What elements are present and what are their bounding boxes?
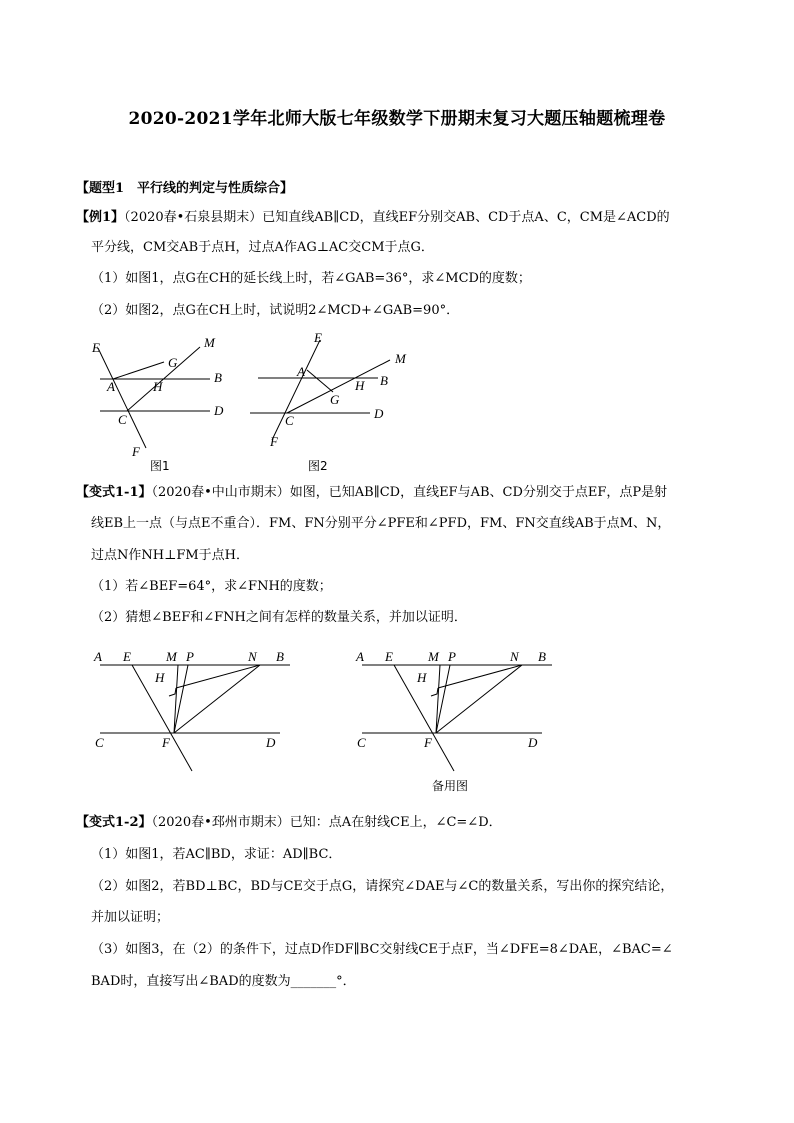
label-c: C <box>357 735 366 750</box>
variant1-2-q3-cont: BAD时，直接写出∠BAD的度数为_______°． <box>91 974 356 989</box>
label-g: G <box>168 355 178 370</box>
label-g: G <box>330 392 340 407</box>
label-h: H <box>417 670 427 685</box>
variant1-2-text-1: （2020春•邳州市期末）已知：点A在射线CE上，∠C=∠D． <box>151 815 502 830</box>
example1-tag: 【例1】 <box>76 210 125 225</box>
variant1-1-line-1 <box>76 484 667 502</box>
label-p: P <box>186 649 194 664</box>
figure-caption: 图2 <box>308 459 328 473</box>
variant1-2-q2: （2）如图2，若BD⊥BC，BD与CE交于点G，请探究∠DAE与∠C的数量关系，写出你的探究结论， <box>91 879 674 894</box>
label-d: D <box>266 735 276 750</box>
line-ef <box>98 348 146 448</box>
label-d: D <box>374 406 384 421</box>
line-fn <box>174 665 260 733</box>
example1-q1: （1）如图1，点G在CH的延长线上时，若∠GAB=36°，求∠MCD的度数； <box>91 271 531 286</box>
label-f: F <box>132 444 140 459</box>
label-e: E <box>123 649 131 664</box>
line-ef <box>272 340 320 440</box>
label-f: F <box>424 735 432 750</box>
label-n: N <box>510 649 519 664</box>
example1-figure-2 <box>250 330 420 484</box>
label-a: A <box>107 379 115 394</box>
label-h: H <box>153 379 163 394</box>
section-heading: 【题型1 平行线的判定与性质综合】 <box>76 181 294 196</box>
line-nh <box>176 665 260 688</box>
label-b: B <box>380 373 388 388</box>
label-a: A <box>297 364 305 379</box>
variant1-1-q1: （1）若∠BEF=64°，求∠FNH的度数； <box>91 579 332 594</box>
label-h: H <box>355 378 365 393</box>
variant1-1-spare-figure <box>352 645 562 799</box>
variant1-1-figure <box>90 645 300 779</box>
label-m: M <box>395 351 406 366</box>
variant1-2-q1: （1）如图1，若AC∥BD，求证：AD∥BC． <box>91 847 342 862</box>
line-nh <box>438 665 522 688</box>
line-ag <box>113 362 164 379</box>
label-n: N <box>248 649 257 664</box>
variant1-2-tag: 【变式1-2】 <box>76 815 152 830</box>
line-fn <box>436 665 522 733</box>
figure-caption: 图1 <box>150 459 170 473</box>
label-d: D <box>214 403 224 418</box>
label-c: C <box>95 735 104 750</box>
label-b: B <box>214 370 222 385</box>
variant1-1-line-3: 过点N作NH⊥FM于点H． <box>91 548 249 563</box>
variant1-1-line-2: 线EB上一点（与点E不重合）．FM、FN分别平分∠PFE和∠PFD，FM、FN交直线AB于点M、N， <box>91 516 671 531</box>
line-ag <box>307 370 333 392</box>
variant1-2-q2-cont: 并加以证明； <box>91 910 170 925</box>
example1-q2: （2）如图2，点G在CH上时，试说明2∠MCD+∠GAB=90°． <box>91 303 460 318</box>
label-e: E <box>314 330 322 345</box>
label-m: M <box>204 335 215 350</box>
example1-line-2: 平分线，CM交AB于点H，过点A作AG⊥AC交CM于点G． <box>91 240 434 255</box>
variant1-2-q3: （3）如图3，在（2）的条件下，过点D作DF∥BC交射线CE于点F，当∠DFE=8∠DAE，∠BAC=∠ <box>91 942 673 957</box>
label-a: A <box>356 649 364 664</box>
label-c: C <box>285 413 294 428</box>
variant1-1-q2: （2）猜想∠BEF和∠FNH之间有怎样的数量关系，并加以证明． <box>91 610 467 625</box>
label-m: M <box>166 649 177 664</box>
variant1-2-line-1 <box>76 814 502 832</box>
label-a: A <box>94 649 102 664</box>
label-b: B <box>538 649 546 664</box>
label-p: P <box>448 649 456 664</box>
label-h: H <box>155 670 165 685</box>
page-title: 2020-2021学年北师大版七年级数学下册期末复习大题压轴题梳理卷 <box>128 109 666 129</box>
label-d: D <box>528 735 538 750</box>
example1-figure-1 <box>80 330 240 484</box>
label-c: C <box>118 412 127 427</box>
example1-text-1: （2020春•石泉县期末）已知直线AB∥CD，直线EF分别交AB、CD于点A、C，CM是∠ACD的 <box>124 210 670 225</box>
label-b: B <box>276 649 284 664</box>
right-angle-mark <box>431 688 438 696</box>
label-f: F <box>270 434 278 449</box>
label-e: E <box>92 340 100 355</box>
label-f: F <box>162 735 170 750</box>
variant1-1-text-1: （2020春•中山市期末）如图，已知AB∥CD，直线EF与AB、CD分别交于点EF，点P是射 <box>151 485 668 500</box>
label-e: E <box>385 649 393 664</box>
variant1-1-tag: 【变式1-1】 <box>76 485 152 500</box>
example1-line-1 <box>76 209 670 227</box>
figure-caption: 备用图 <box>432 779 469 793</box>
right-angle-mark <box>169 688 176 696</box>
label-m: M <box>428 649 439 664</box>
